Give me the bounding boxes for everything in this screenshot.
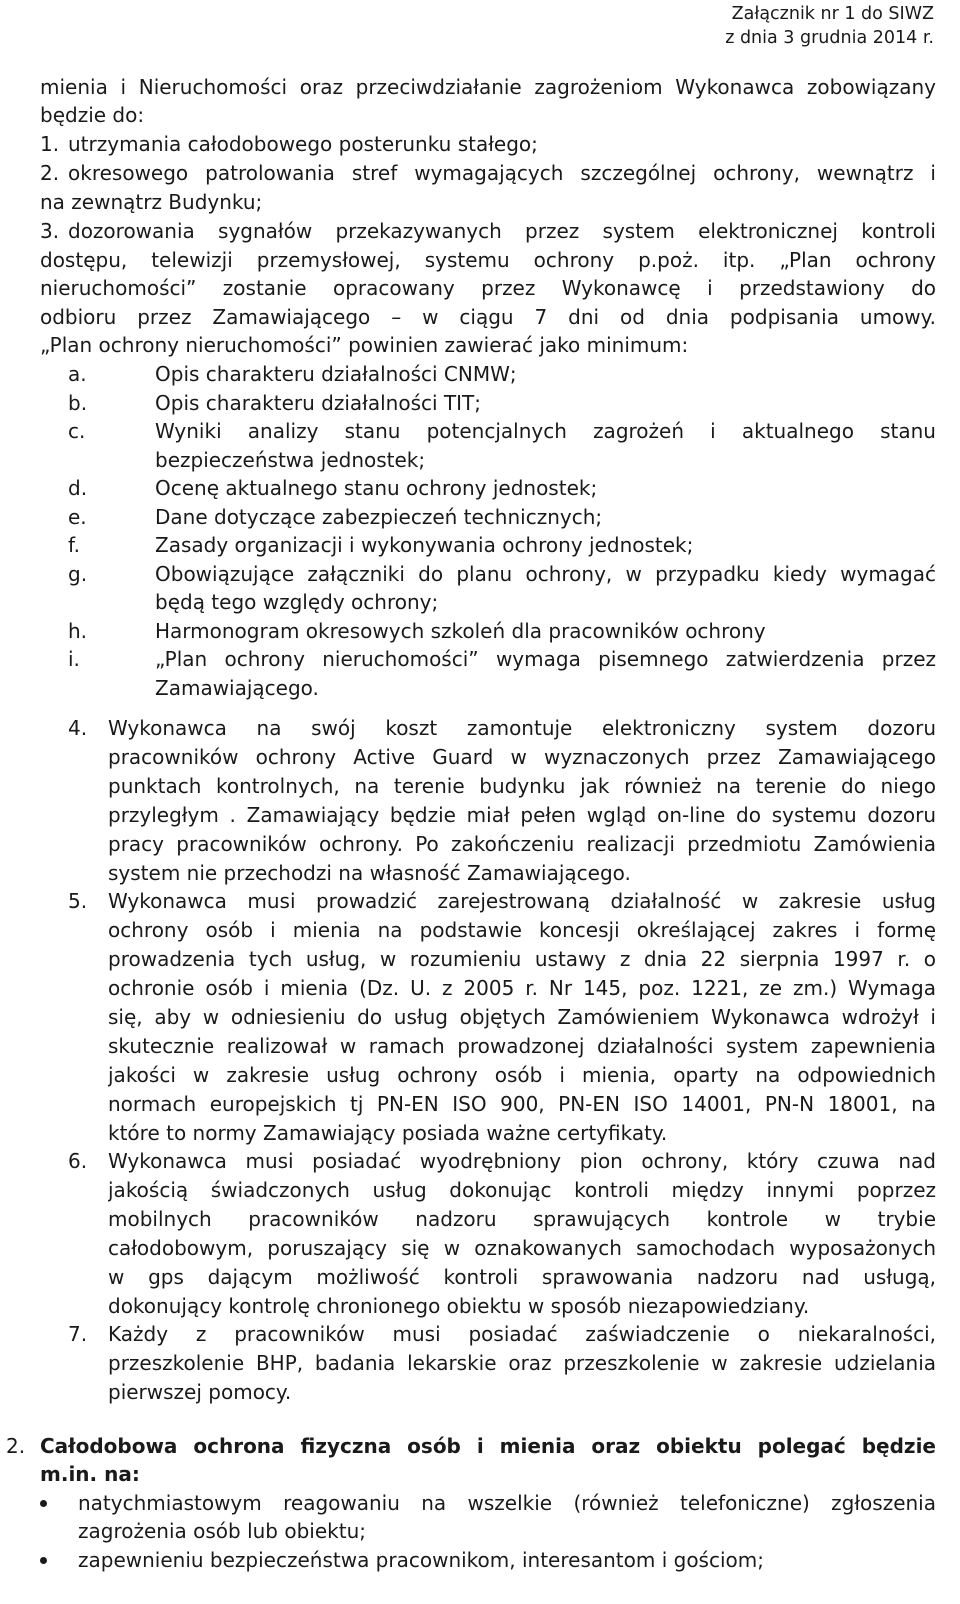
point-text: przyległym . Zamawiający będzie miał pełen wgląd on-line do systemu dozoru xyxy=(108,803,936,827)
plan-item-text: Zasady organizacji i wykonywania ochrony jednostek; xyxy=(155,533,694,557)
duty-text: dozorowania sygnałów przekazywanych przez system elektronicznej kontroli xyxy=(68,219,936,243)
annex-label: Załącznik nr 1 do SIWZ xyxy=(731,4,934,24)
plan-item-text: Dane dotyczące zabezpieczeń technicznych; xyxy=(155,505,603,529)
point-text: normach europejskich tj PN-EN ISO 900, PN-EN ISO 14001, PN-N 18001, na xyxy=(108,1092,936,1116)
point-text: skutecznie realizował w ramach prowadzonej działalności system zapewnienia xyxy=(108,1034,936,1058)
intro-line: mienia i Nieruchomości oraz przeciwdziałanie zagrożeniom Wykonawca zobowiązany xyxy=(40,75,936,99)
duty-number: 1. xyxy=(40,132,60,156)
section-title: m.in. na: xyxy=(40,1462,140,1486)
plan-item-letter: b. xyxy=(68,391,88,415)
point-text: punktach kontrolnych, na terenie budynku jak również na terenie do niego xyxy=(108,774,936,798)
duty-text: nieruchomości” zostanie opracowany przez Wykonawcę i przedstawiony do xyxy=(40,276,936,300)
plan-item-text: będą tego względy ochrony; xyxy=(155,590,439,614)
point-text: przeszkolenie BHP, badania lekarskie oraz przeszkolenie w zakresie udzielania xyxy=(108,1351,936,1375)
bullet-text: zagrożenia osób lub obiektu; xyxy=(78,1519,366,1543)
point-text: system nie przechodzi na własność Zamawiającego. xyxy=(108,861,631,885)
point-text: całodobowym, poruszający się w oznakowanych samochodach wyposażonych xyxy=(108,1236,936,1260)
point-text: jakości w zakresie usług ochrony osób i mienia, oparty na odpowiednich xyxy=(108,1063,936,1087)
point-text: Wykonawca na swój koszt zamontuje elektroniczny system dozoru xyxy=(108,716,936,740)
bullet-marker xyxy=(40,1500,47,1507)
point-text: Wykonawca musi prowadzić zarejestrowaną działalność w zakresie usług xyxy=(108,889,936,913)
duty-text: dostępu, telewizji przemysłowej, systemu ochrony p.poż. itp. „Plan ochrony xyxy=(40,248,936,272)
point-text: Wykonawca musi posiadać wyodrębniony pion ochrony, który czuwa nad xyxy=(108,1149,936,1173)
plan-item-text: Obowiązujące załączniki do planu ochrony, w przypadku kiedy wymagać xyxy=(155,562,936,586)
plan-item-text: „Plan ochrony nieruchomości” wymaga pisemnego zatwierdzenia przez xyxy=(155,647,936,671)
plan-item-letter: h. xyxy=(68,619,88,643)
duty-text: „Plan ochrony nieruchomości” powinien zawierać jako minimum: xyxy=(40,333,689,357)
plan-item-text: Wyniki analizy stanu potencjalnych zagrożeń i aktualnego stanu xyxy=(155,419,936,443)
plan-item-letter: c. xyxy=(68,419,86,443)
plan-item-text: Ocenę aktualnego stanu ochrony jednostek; xyxy=(155,476,598,500)
point-text: które to normy Zamawiający posiada ważne certyfikaty. xyxy=(108,1121,668,1145)
plan-item-text: Zamawiającego. xyxy=(155,676,319,700)
bullet-text: natychmiastowym reagowaniu na wszelkie (również telefoniczne) zgłoszenia xyxy=(78,1491,936,1515)
point-text: Każdy z pracowników musi posiadać zaświadczenie o niekaralności, xyxy=(108,1322,936,1346)
point-text: pierwszej pomocy. xyxy=(108,1380,292,1404)
plan-item-letter: g. xyxy=(68,562,88,586)
duty-number: 3. xyxy=(40,219,60,243)
section-title: Całodobowa ochrona fizyczna osób i mienia oraz obiektu polegać będzie xyxy=(40,1434,936,1458)
point-number: 6. xyxy=(68,1149,88,1173)
duty-number: 2. xyxy=(40,161,60,185)
point-text: się, aby w odniesieniu do usług objętych Zamówieniem Wykonawca wdrożył i xyxy=(108,1005,936,1029)
point-text: pracowników ochrony Active Guard w wyznaczonych przez Zamawiającego xyxy=(108,745,936,769)
point-text: w gps dającym możliwość kontroli sprawowania nadzoru nad usługą, xyxy=(108,1265,936,1289)
plan-item-letter: a. xyxy=(68,362,87,386)
plan-item-letter: f. xyxy=(68,533,80,557)
point-text: ochronie osób i mienia (Dz. U. z 2005 r. Nr 145, poz. 1221, ze zm.) Wymaga xyxy=(108,976,936,1000)
plan-item-letter: i. xyxy=(68,647,80,671)
point-text: jakością świadczonych usług dokonując kontroli między innymi poprzez xyxy=(108,1178,936,1202)
plan-item-text: bezpieczeństwa jednostek; xyxy=(155,448,426,472)
plan-item-text: Opis charakteru działalności CNMW; xyxy=(155,362,517,386)
point-text: pracy pracowników ochrony. Po zakończeniu realizacji przedmiotu Zamówienia xyxy=(108,832,936,856)
point-number: 7. xyxy=(68,1322,88,1346)
intro-line: będzie do: xyxy=(40,103,145,127)
point-number: 5. xyxy=(68,889,88,913)
duty-text: okresowego patrolowania stref wymagających szczególnej ochrony, wewnątrz i xyxy=(68,161,936,185)
point-text: dokonujący kontrolę chronionego obiektu w sposób niezapowiedziany. xyxy=(108,1294,810,1318)
duty-text: utrzymania całodobowego posterunku stałego; xyxy=(68,132,538,156)
point-text: prowadzenia tych usług, w rozumieniu ustawy z dnia 22 sierpnia 1997 r. o xyxy=(108,947,936,971)
annex-date: z dnia 3 grudnia 2014 r. xyxy=(725,28,934,48)
plan-item-text: Opis charakteru działalności TIT; xyxy=(155,391,481,415)
section-number: 2. xyxy=(6,1434,26,1458)
bullet-marker xyxy=(40,1557,47,1564)
plan-item-letter: e. xyxy=(68,505,87,529)
duty-text: odbioru przez Zamawiającego – w ciągu 7 dni od dnia podpisania umowy. xyxy=(40,305,936,329)
plan-item-letter: d. xyxy=(68,476,88,500)
point-text: ochrony osób i mienia na podstawie koncesji określającej zakres i formę xyxy=(108,918,936,942)
point-number: 4. xyxy=(68,716,88,740)
duty-text: na zewnątrz Budynku; xyxy=(40,190,263,214)
bullet-text: zapewnieniu bezpieczeństwa pracownikom, interesantom i gościom; xyxy=(78,1548,764,1572)
plan-item-text: Harmonogram okresowych szkoleń dla pracowników ochrony xyxy=(155,619,766,643)
document-header xyxy=(725,2,934,50)
point-text: mobilnych pracowników nadzoru sprawujących kontrole w trybie xyxy=(108,1207,936,1231)
